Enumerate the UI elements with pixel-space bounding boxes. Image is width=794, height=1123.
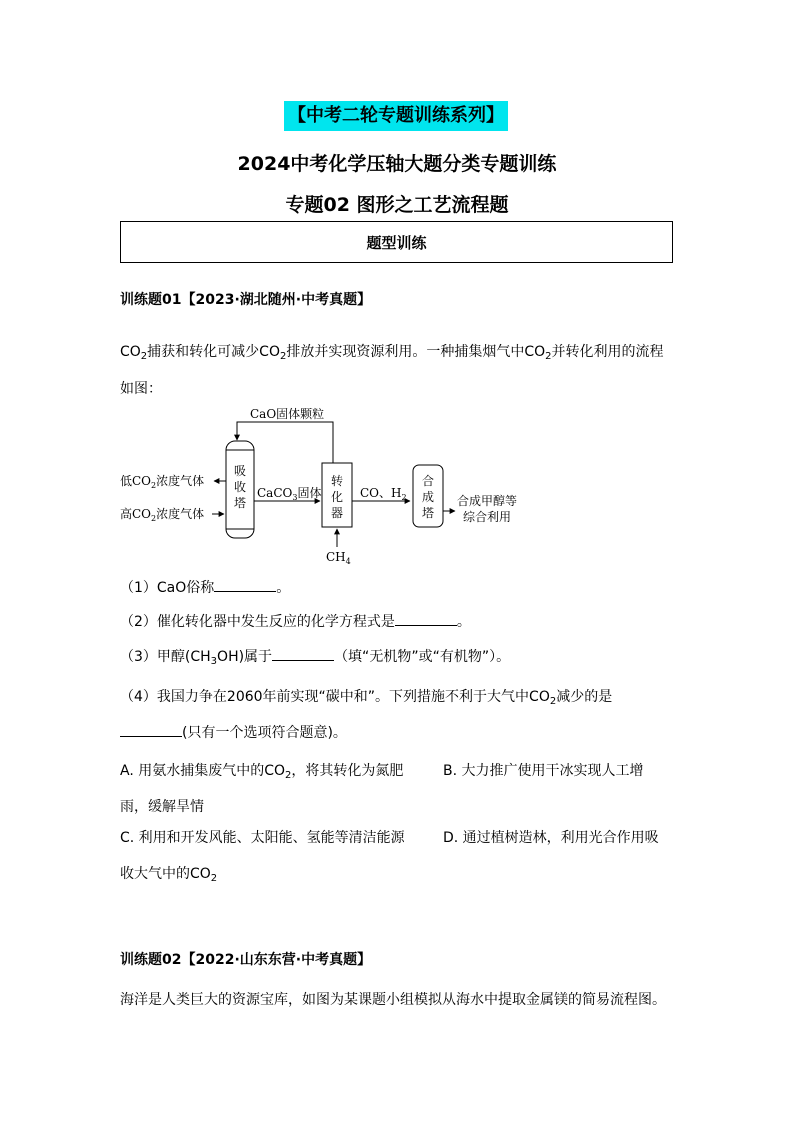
option-a: A. 用氨水捕集废气中的$CO_2$，将其转化为氮肥 [120, 763, 404, 781]
document-subtitle: 专题02 图形之工艺流程题 [285, 194, 509, 216]
svg-text:器: 器 [331, 506, 344, 520]
svg-text:吸: 吸 [234, 464, 247, 478]
document-title: 2024中考化学压轴大题分类专题训练 [237, 153, 557, 175]
svg-text:收: 收 [234, 480, 247, 494]
question-1-intro: $CO_2$捕获和转化可减少$CO_2$排放并实现资源利用。一种捕集烟气中$CO_2$并转化利用的流程 [120, 344, 664, 362]
co-h2-label: CO、$H_2$ [360, 486, 407, 502]
svg-text:塔: 塔 [422, 506, 435, 520]
option-d-continued: 收大气中的$CO_2$ [120, 866, 218, 884]
low-co2-gas-label: 低$CO_2$浓度气体 [120, 474, 205, 490]
option-b: B. 大力推广使用干冰实现人工增 [443, 763, 644, 779]
svg-text:转: 转 [331, 474, 344, 488]
process-flow-diagram [120, 405, 560, 570]
question-1-part-4-line2: (只有一个选项符合题意)。 [120, 722, 347, 742]
series-tag: 【中考二轮专题训练系列】 [284, 101, 508, 131]
question-1-part-1: （1）CaO俗称 。 [120, 577, 290, 597]
svg-text:成: 成 [422, 490, 435, 504]
option-d: D. 通过植树造林，利用光合作用吸 [443, 830, 659, 846]
question-1-part-3: （3）甲醇$(CH_3OH)$属于 （填“无机物”或“有机物”）。 [120, 646, 510, 667]
svg-text:合: 合 [422, 474, 435, 488]
section-box: 题型训练 [120, 221, 673, 263]
question-2-intro: 海洋是人类巨大的资源宝库，如图为某课题小组模拟从海水中提取金属镁的简易流程图。 [120, 992, 666, 1008]
svg-text:塔: 塔 [234, 496, 247, 510]
question-1-part-2: （2）催化转化器中发生反应的化学方程式是 。 [120, 611, 471, 631]
question-2-heading: 训练题02【2022·山东东营·中考真题】 [120, 952, 372, 968]
output-label-1: 合成甲醇等 [457, 494, 518, 508]
cao-label: CaO固体颗粒 [250, 407, 325, 421]
caco3-label: CaCO$_3$固体 [257, 486, 322, 502]
svg-text:化: 化 [331, 490, 344, 504]
question-1-heading: 训练题01【2023·湖北随州·中考真题】 [120, 292, 372, 308]
high-co2-gas-label: 高$CO_2$浓度气体 [120, 507, 205, 523]
option-b-continued: 雨，缓解旱情 [120, 799, 204, 815]
question-1-intro-line2: 如图： [120, 381, 162, 397]
ch4-label: $CH_4$ [326, 550, 351, 566]
option-c: C. 利用和开发风能、太阳能、氢能等清洁能源 [120, 830, 405, 846]
question-1-part-4: （4）我国力争在2060年前实现“碳中和”。下列措施不利于大气中$CO_2$减少的是 [120, 689, 613, 707]
output-label-2: 综合利用 [463, 510, 512, 524]
